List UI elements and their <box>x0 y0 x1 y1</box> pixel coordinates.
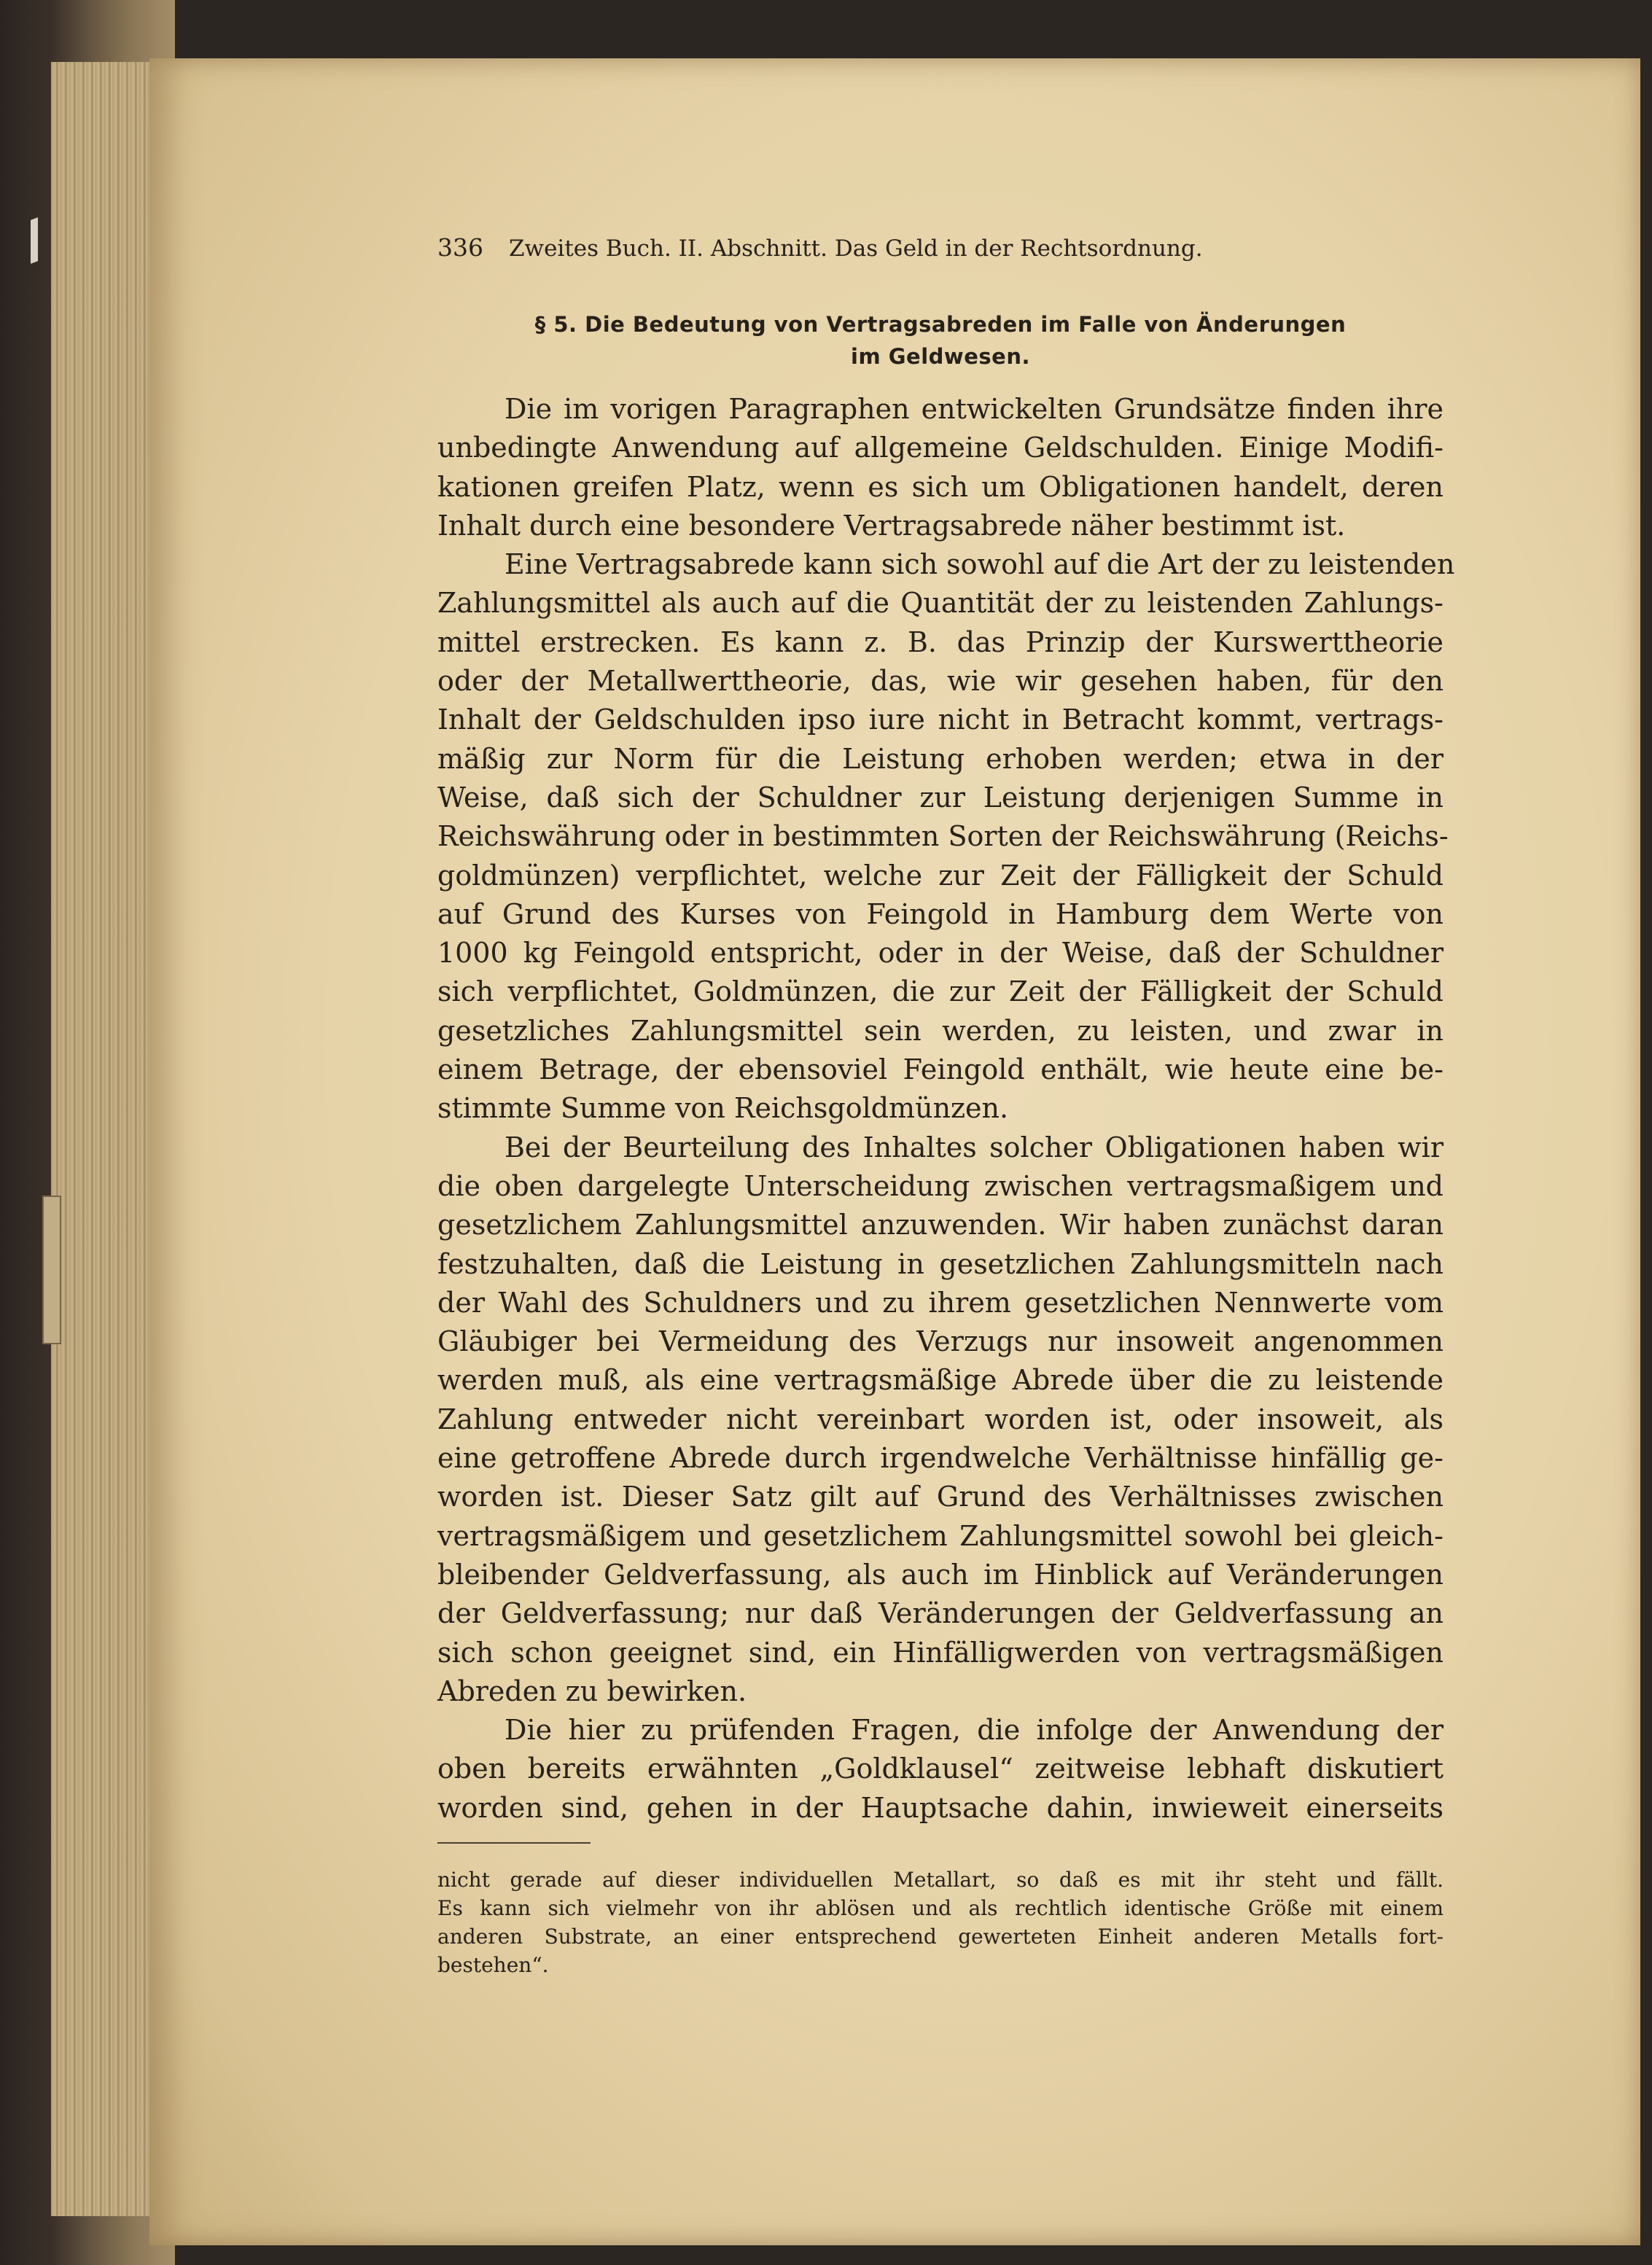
footnote-divider <box>437 1842 591 1844</box>
text-line: Zahlung entweder nicht vereinbart worden ist, oder insoweit, als <box>437 1403 1443 1435</box>
text-line: Die hier zu prüfenden Fragen, die infolge der Anwendung der <box>504 1714 1443 1747</box>
text-line: Abreden zu bewirken. <box>437 1675 747 1707</box>
text-line: sich verpflichtet, Goldmünzen, die zur Zeit der Fälligkeit der Schuld <box>437 975 1443 1008</box>
text-line: worden sind, gehen in der Hauptsache dahin, inwieweit einerseits <box>437 1791 1443 1824</box>
text-line: auf Grund des Kurses von Feingold in Hamburg dem Werte von <box>437 897 1443 930</box>
text-line: festzuhalten, daß die Leistung in gesetzlichen Zahlungsmitteln nach <box>437 1247 1443 1280</box>
text-line: eine getroffene Abrede durch irgendwelche Verhältnisse hinfällig ge- <box>437 1442 1443 1475</box>
text-line: Die im vorigen Paragraphen entwickelten Grundsätze finden ihre <box>504 393 1443 425</box>
text-line: einem Betrage, der ebensoviel Feingold enthält, wie heute eine be- <box>437 1053 1443 1086</box>
section-heading-line-1: § 5. Die Bedeutung von Vertragsabreden im Falle von Änderungen <box>534 312 1347 337</box>
text-line: goldmünzen) verpflichtet, welche zur Zeit der Fälligkeit der Schuld <box>437 859 1443 892</box>
footnotes <box>437 1866 1443 1979</box>
text-line: Reichswährung oder in bestimmten Sorten der Reichswährung (Reichs- <box>437 820 1449 853</box>
running-title: Zweites Buch. II. Abschnitt. Das Geld in der Rechtsordnung. <box>509 235 1203 262</box>
footnote-line: Es kann sich vielmehr von ihr ablösen und als rechtlich identische Größe mit einem <box>437 1895 1443 1920</box>
text-line: sich schon geeignet sind, ein Hinfälligwerden von vertragsmäßigen <box>437 1636 1443 1669</box>
text-line: der Wahl des Schuldners und zu ihrem gesetzlichen Nennwerte vom <box>437 1286 1443 1319</box>
spine-mark <box>31 217 38 264</box>
text-line: mittel erstrecken. Es kann z. B. das Prinzip der Kurswerttheorie <box>437 625 1443 658</box>
text-line: mäßig zur Norm für die Leistung erhoben werden; etwa in der <box>437 742 1443 775</box>
text-line: Gläubiger bei Vermeidung des Verzugs nur insoweit angenommen <box>437 1325 1443 1358</box>
footnote-line: bestehen“. <box>437 1952 549 1977</box>
text-line: worden ist. Dieser Satz gilt auf Grund des Verhältnisses zwischen <box>437 1481 1443 1513</box>
footnote-line: anderen Substrate, an einer entsprechend gewerteten Einheit anderen Metalls fort- <box>437 1924 1443 1949</box>
text-line: Weise, daß sich der Schuldner zur Leistung derjenigen Summe in <box>437 781 1443 814</box>
page-number: 336 <box>437 233 483 262</box>
text-line: kationen greifen Platz, wenn es sich um Obligationen handelt, deren <box>437 470 1443 503</box>
text-line: der Geldverfassung; nur daß Veränderungen der Geldverfassung an <box>437 1597 1443 1630</box>
text-line: Bei der Beurteilung des Inhaltes solcher Obligationen haben wir <box>504 1131 1443 1163</box>
page-edges <box>51 62 162 2216</box>
text-line: Inhalt der Geldschulden ipso iure nicht in Betracht kommt, vertrags- <box>437 703 1443 736</box>
text-line: die oben dargelegte Unterscheidung zwischen vertragsmaßigem und <box>437 1169 1443 1202</box>
text-line: Zahlungsmittel als auch auf die Quantität der zu leistenden Zahlungs- <box>437 587 1443 620</box>
text-line: oben bereits erwähnten „Goldklausel“ zeitweise lebhaft diskutiert <box>437 1753 1443 1785</box>
text-line: gesetzliches Zahlungsmittel sein werden, zu leisten, und zwar in <box>437 1014 1443 1047</box>
text-line: gesetzlichem Zahlungsmittel anzuwenden. Wir haben zunächst daran <box>437 1209 1443 1241</box>
text-line: bleibender Geldverfassung, als auch im Hinblick auf Veränderungen <box>437 1558 1443 1591</box>
page-edge-tab <box>42 1196 61 1344</box>
section-heading <box>437 308 1443 373</box>
text-line: vertragsmäßigem und gesetzlichem Zahlungsmittel sowohl bei gleich- <box>437 1519 1443 1552</box>
body-text <box>437 390 1455 1828</box>
section-heading-line-2: im Geldwesen. <box>851 344 1030 369</box>
text-line: 1000 kg Feingold entspricht, oder in der Weise, daß der Schuldner <box>437 937 1443 970</box>
footnote-line: nicht gerade auf dieser individuellen Metallart, so daß es mit ihr steht und fällt. <box>437 1867 1443 1892</box>
text-line: oder der Metallwerttheorie, das, wie wir gesehen haben, für den <box>437 665 1443 698</box>
text-line: werden muß, als eine vertragsmäßige Abrede über die zu leistende <box>437 1364 1443 1397</box>
text-line: Eine Vertragsabrede kann sich sowohl auf die Art der zu leistenden <box>504 548 1455 581</box>
text-line: stimmte Summe von Reichsgoldmünzen. <box>437 1092 1009 1125</box>
page-text <box>437 232 1455 1979</box>
text-line: unbedingte Anwendung auf allgemeine Geldschulden. Einige Modifi- <box>437 432 1443 464</box>
text-line: Inhalt durch eine besondere Vertragsabrede näher bestimmt ist. <box>437 509 1346 542</box>
running-header <box>437 232 1443 265</box>
